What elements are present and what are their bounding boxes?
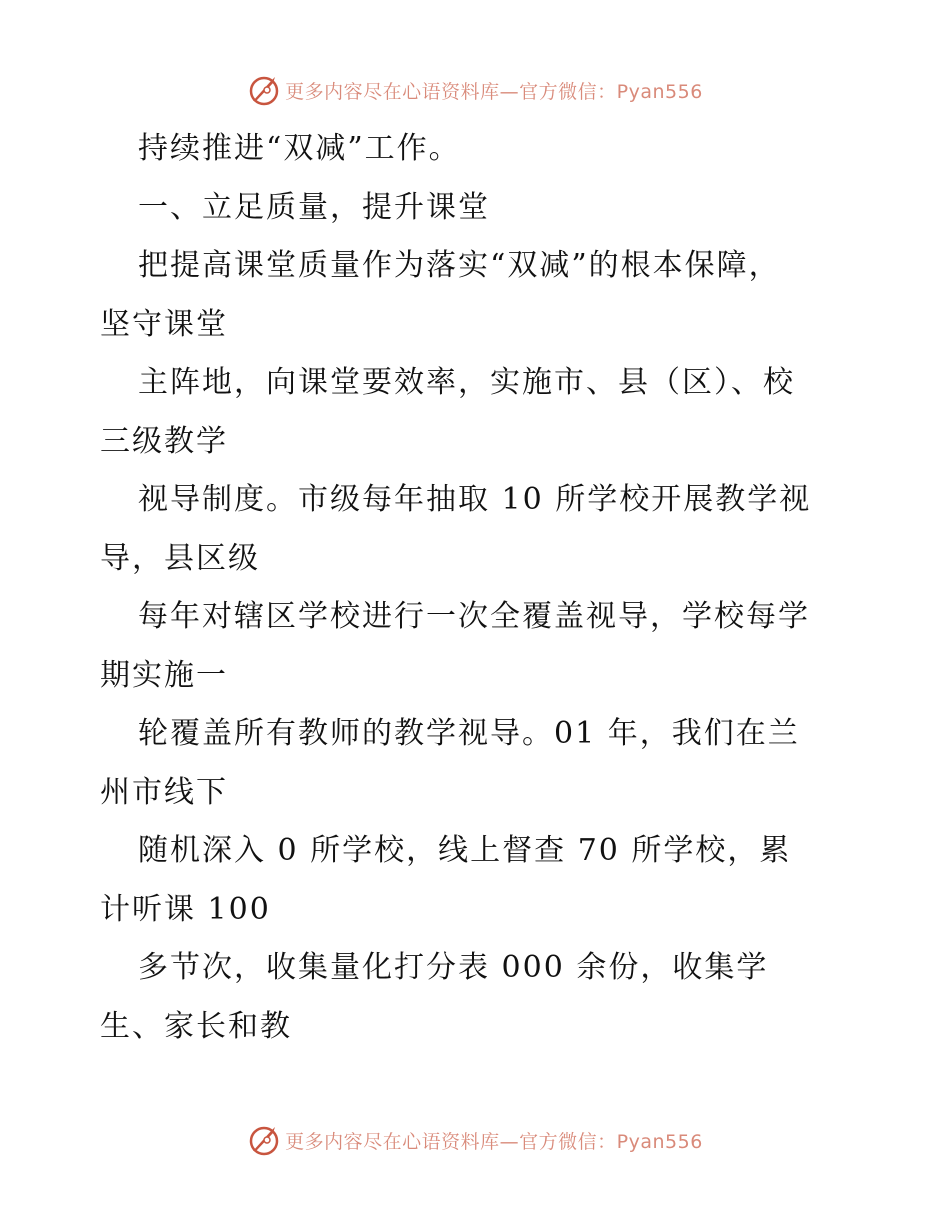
text-line: 三级教学 xyxy=(100,423,228,459)
text-line: 每年对辖区学校进行一次全覆盖视导，学校每学 xyxy=(138,599,810,634)
quill-logo-icon xyxy=(247,1123,281,1157)
text-line: 导，县区级 xyxy=(100,540,260,576)
document-body xyxy=(100,120,860,1056)
footer-banner xyxy=(0,1120,950,1160)
text-line: 轮覆盖所有教师的教学视导。01 年，我们在兰 xyxy=(138,716,800,751)
text-line: 随机深入 0 所学校，线上督查 70 所学校，累 xyxy=(138,833,792,868)
header-banner xyxy=(0,70,950,110)
text-line: 多节次，收集量化打分表 000 余份，收集学 xyxy=(138,950,769,985)
footer-banner-text: 更多内容尽在心语资料库—官方微信：Pyan556 xyxy=(285,1130,703,1153)
text-line: 州市线下 xyxy=(100,774,228,810)
text-line: 把提高课堂质量作为落实“双减”的根本保障， xyxy=(138,248,781,283)
text-line: 视导制度。市级每年抽取 10 所学校开展教学视 xyxy=(138,482,812,517)
text-line: 持续推进“双减”工作。 xyxy=(138,131,461,166)
text-line: 坚守课堂 xyxy=(100,306,228,342)
text-line: 计听课 100 xyxy=(100,891,271,927)
text-line: 期实施一 xyxy=(100,657,228,693)
section-heading: 一、立足质量，提升课堂 xyxy=(138,189,490,225)
text-line: 主阵地，向课堂要效率，实施市、县（区）、校 xyxy=(138,365,795,400)
quill-logo-icon xyxy=(247,73,281,107)
text-line: 生、家长和教 xyxy=(100,1008,292,1044)
header-banner-text: 更多内容尽在心语资料库—官方微信：Pyan556 xyxy=(285,80,703,103)
